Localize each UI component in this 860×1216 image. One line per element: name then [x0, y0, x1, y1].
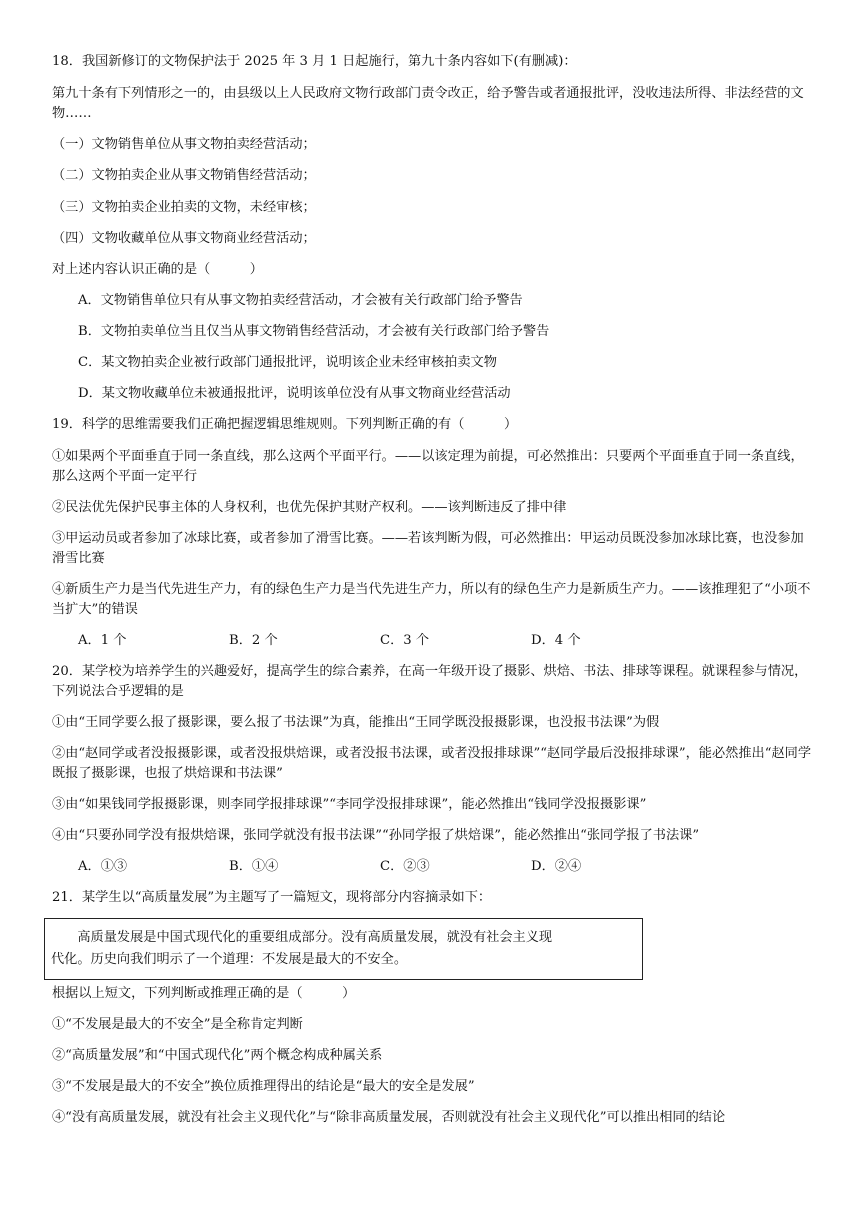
q21-stem: 21．某学生以“高质量发展”为主题写了一篇短文，现将部分内容摘录如下： — [52, 890, 492, 905]
q18-question: 对上述内容认识正确的是（ ） — [52, 262, 263, 277]
q21-excerpt-line-1: 高质量发展是中国式现代化的重要组成部分。没有高质量发展，就没有社会主义现 — [51, 930, 553, 945]
q18-item-1: （一）文物销售单位从事文物拍卖经营活动； — [52, 137, 316, 152]
q21-statement-3: ③“不发展是最大的不安全”换位质推理得出的结论是“最大的安全是发展” — [52, 1079, 475, 1094]
q21-question: 根据以上短文，下列判断或推理正确的是（ ） — [52, 986, 356, 1001]
q19-options — [78, 631, 682, 651]
q18-item-2: （二）文物拍卖企业从事文物销售经营活动； — [52, 168, 316, 183]
q19-option-a: A．1 个 — [78, 633, 127, 648]
q20-option-d: D．②④ — [531, 859, 582, 874]
q18-option-c: C．某文物拍卖企业被行政部门通报批评，说明该企业未经审核拍卖文物 — [78, 355, 497, 370]
q18-stem: 18．我国新修订的文物保护法于 2025 年 3 月 1 日起施行，第九十条内容如下(有删减)： — [52, 54, 577, 69]
q20-statement-3: ③由“如果钱同学报摄影课，则李同学报排球课”“李同学没报排球课”，能必然推出“钱同学没报摄影课” — [52, 797, 647, 812]
q19-statement-4: ④新质生产力是当代先进生产力，有的绿色生产力是当代先进生产力，所以有的绿色生产力是新质生产力。——该推理犯了“小项不当扩大”的错误 — [52, 582, 811, 617]
q20-option-a: A．①③ — [78, 859, 128, 874]
q20-statement-2: ②由“赵同学或者没报摄影课，或者没报烘焙课，或者没报书法课，或者没报排球课”“赵同学最后没报排球课”，能必然推出“赵同学既报了摄影课，也报了烘焙课和书法课” — [52, 746, 812, 781]
q19-statement-1: ①如果两个平面垂直于同一条直线，那么这两个平面平行。——以该定理为前提，可必然推出：只要两个平面垂直于同一条直线，那么这两个平面一定平行 — [52, 449, 804, 484]
q20-statement-1: ①由“王同学要么报了摄影课，要么报了书法课”为真，能推出“王同学既没报摄影课，也没报书法课”为假 — [52, 715, 660, 730]
q19-statement-3: ③甲运动员或者参加了冰球比赛，或者参加了滑雪比赛。——若该判断为假，可必然推出：甲运动员既没参加冰球比赛，也没参加滑雪比赛 — [52, 531, 804, 566]
q18-clause: 第九十条有下列情形之一的，由县级以上人民政府文物行政部门责令改正，给予警告或者通报批评，没收违法所得、非法经营的文物…… — [52, 86, 804, 121]
q21-excerpt-line-2: 代化。历史向我们明示了一个道理：不发展是最大的不安全。 — [51, 952, 408, 967]
q21-statement-4: ④“没有高质量发展，就没有社会主义现代化”与“除非高质量发展，否则就没有社会主义现代化”可以推出相同的结论 — [52, 1110, 726, 1125]
q18-option-b: B．文物拍卖单位当且仅当从事文物销售经营活动，才会被有关行政部门给予警告 — [78, 324, 550, 339]
q18-option-a: A．文物销售单位只有从事文物拍卖经营活动，才会被有关行政部门给予警告 — [78, 293, 523, 308]
q21-statement-2: ②“高质量发展”和“中国式现代化”两个概念构成种属关系 — [52, 1048, 383, 1063]
q21-excerpt-box — [44, 918, 643, 980]
q20-option-c: C．②③ — [380, 859, 430, 874]
q20-options — [78, 857, 682, 877]
q18-item-4: （四）文物收藏单位从事文物商业经营活动； — [52, 231, 316, 246]
q20-statement-4: ④由“只要孙同学没有报烘焙课，张同学就没有报书法课”“孙同学报了烘焙课”，能必然推出“张同学报了书法课” — [52, 828, 700, 843]
q19-option-c: C．3 个 — [380, 633, 430, 648]
q20-stem: 20．某学校为培养学生的兴趣爱好，提高学生的综合素养，在高一年级开设了摄影、烘焙、书法、排球等课程。就课程参与情况，下列说法合乎逻辑的是 — [52, 664, 808, 699]
q19-statement-2: ②民法优先保护民事主体的人身权利，也优先保护其财产权利。——该判断违反了排中律 — [52, 500, 567, 515]
q19-option-d: D．4 个 — [531, 633, 581, 648]
q19-stem: 19．科学的思维需要我们正确把握逻辑思维规则。下列判断正确的有（ ） — [52, 417, 518, 432]
q19-option-b: B．2 个 — [229, 633, 278, 648]
q20-option-b: B．①④ — [229, 859, 279, 874]
q18-option-d: D．某文物收藏单位未被通报批评，说明该单位没有从事文物商业经营活动 — [78, 386, 511, 401]
q21-statement-1: ①“不发展是最大的不安全”是全称肯定判断 — [52, 1017, 303, 1032]
q18-item-3: （三）文物拍卖企业拍卖的文物，未经审核； — [52, 200, 316, 215]
